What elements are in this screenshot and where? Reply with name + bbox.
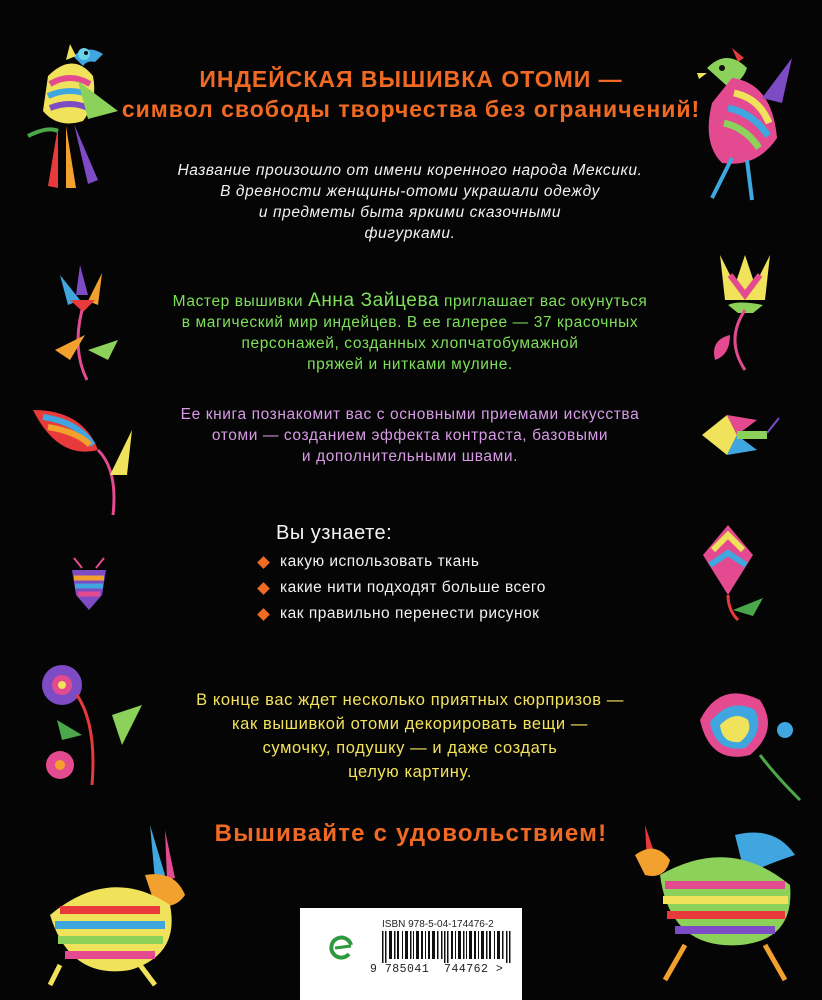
intro-paragraph — [150, 160, 670, 244]
author-prefix: Мастер вышивки — [172, 293, 309, 310]
list-item-text: какую использовать ткань — [280, 553, 480, 570]
surprise-line: В конце вас ждет несколько приятных сюрпризов — — [196, 691, 624, 709]
intro-line: фигурками. — [364, 225, 456, 242]
embroidered-insect-icon — [64, 548, 114, 613]
embroidered-deer-icon — [625, 815, 815, 990]
embroidered-flower-icon — [690, 670, 810, 805]
ean-digits — [370, 963, 503, 976]
publisher-logo-icon — [327, 933, 357, 963]
embroidered-bird-icon — [662, 38, 802, 213]
list-item — [256, 602, 546, 626]
surprise-line: как вышивкой отоми декорировать вещи — — [232, 715, 588, 733]
book-line: отоми — созданием эффекта контраста, базовыми — [211, 427, 609, 444]
bullet-diamond-icon — [257, 556, 270, 569]
ean-first: 9 — [370, 963, 378, 976]
book-line: Ее книга познакомит вас с основными приемами искусства — [180, 406, 640, 423]
embroidered-flower-icon — [700, 235, 790, 375]
author-suffix: приглашает вас окунуться — [439, 293, 648, 310]
isbn-text: ISBN 978-5-04-174476-2 — [382, 919, 494, 930]
surprise-line: сумочку, подушку — и даже создать — [262, 739, 558, 757]
embroidered-flower-icon — [22, 655, 147, 795]
list-item-text: какие нити подходят больше всего — [280, 579, 546, 596]
bullet-diamond-icon — [257, 582, 270, 595]
list-item — [256, 576, 546, 600]
embroidered-hare-icon — [30, 815, 200, 990]
list-item-text: как правильно перенести рисунок — [280, 605, 540, 622]
embroidered-bird-icon — [18, 36, 128, 196]
headline-line2: символ свободы творчества без ограничений! — [121, 96, 701, 122]
learn-title: Вы узнаете: — [276, 522, 393, 544]
embroidered-leaf-icon — [28, 405, 143, 520]
ean-end: > — [495, 963, 504, 976]
book-line: и дополнительными швами. — [301, 448, 519, 465]
intro-line: и предметы быта яркими сказочными — [258, 204, 562, 221]
headline-line1: ИНДЕЙСКАЯ ВЫШИВКА ОТОМИ — — [199, 66, 623, 92]
ean-group1: 785041 — [384, 963, 430, 976]
author-line: пряжей и нитками мулине. — [307, 356, 513, 373]
book-paragraph — [150, 404, 670, 467]
surprise-line: целую картину. — [348, 763, 472, 781]
author-name: Анна Зайцева — [308, 290, 440, 311]
embroidered-insect-icon — [692, 405, 782, 475]
bullet-diamond-icon — [257, 608, 270, 621]
intro-line: Название произошло от имени коренного народа Мексики. — [177, 162, 643, 179]
author-paragraph — [150, 290, 670, 375]
learn-list — [256, 550, 546, 628]
author-line: в магический мир индейцев. В ее галерее — 37 красочных — [181, 314, 639, 331]
intro-line: В древности женщины-отоми украшали одежду — [220, 183, 600, 200]
embroidered-flower-icon — [40, 255, 125, 385]
ean-group2: 744762 — [444, 963, 489, 976]
closing-slogan: Вышивайте с удовольствием! — [214, 820, 608, 847]
list-item — [256, 550, 546, 574]
surprise-paragraph — [150, 688, 670, 784]
author-line: персонажей, созданных хлопчатобумажной — [241, 335, 579, 352]
embroidered-flower-icon — [688, 520, 768, 625]
barcode-bars — [382, 931, 512, 963]
